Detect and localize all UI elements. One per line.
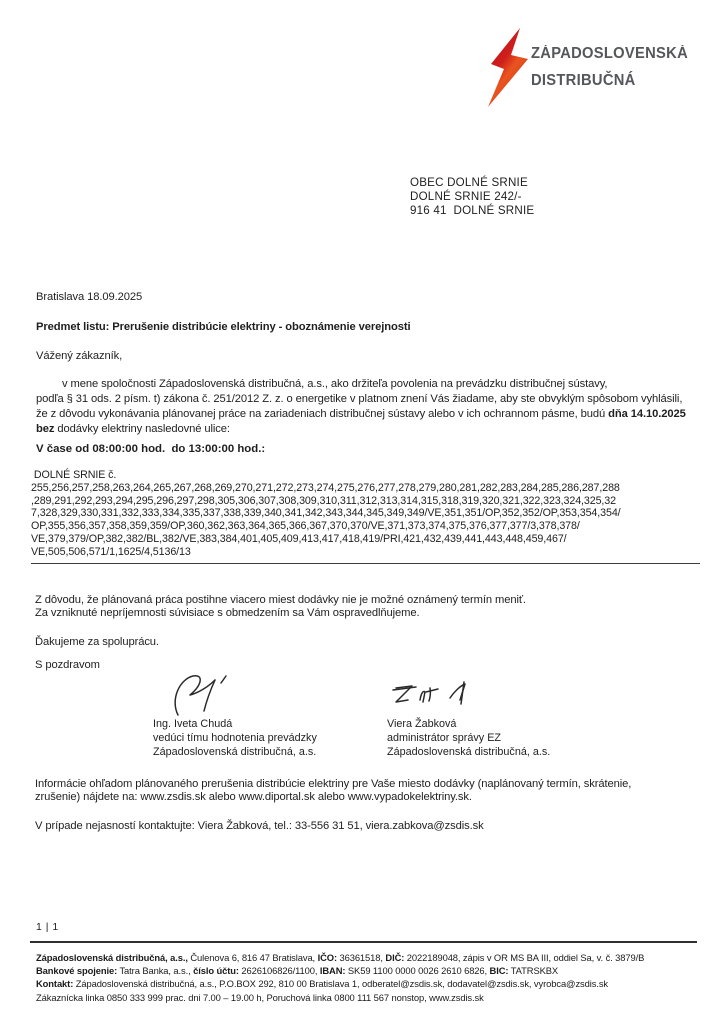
paragraph-line — [36, 392, 700, 407]
footer-text: Čulenova 6, 816 47 Bratislava, — [187, 952, 318, 963]
footer-divider — [30, 941, 697, 943]
paragraph-line: Za vzniknuté nepríjemnosti súvisiace s obmedzením sa Vám ospravedlňujeme. — [35, 607, 420, 620]
paragraph-line: zrušenie) nájdete na: www.zsdis.sk alebo www.diportal.sk alebo www.vypadokelektriny.sk. — [35, 790, 472, 803]
footer-text: SK59 1100 0000 0026 2610 6826, — [345, 965, 490, 977]
info-paragraph — [35, 778, 631, 804]
footer-label-ico: IČO: — [317, 952, 337, 963]
paragraph-line — [36, 377, 700, 392]
outage-time-window: V čase od 08:00:00 hod. do 13:00:00 hod.: — [36, 443, 266, 455]
footer-text: 2626106826/1100, — [238, 965, 320, 977]
footer-label-account: číslo účtu: — [193, 965, 239, 977]
footer-label-dic: DIČ: — [385, 952, 405, 963]
street-list-line: DOLNÉ SRNIE č. — [31, 469, 117, 481]
footer-company-name: Západoslovenská distribučná, a.s., — [36, 952, 188, 963]
footer-label-bic: BIC: — [489, 965, 509, 977]
footer-line-company — [36, 951, 698, 964]
footer-label-iban: IBAN: — [319, 965, 346, 977]
recipient-address — [410, 176, 534, 219]
body-text-bold: bez — [36, 423, 55, 435]
signatory-name: Viera Žabková — [387, 718, 457, 730]
paragraph-line: Informácie ohľadom plánovaného prerušenia distribúcie elektriny pre Vaše miesto dodávky (naplánovaný termín, skrátenie, — [35, 778, 632, 790]
footer-line-bank — [36, 964, 698, 977]
street-list-line: 255,256,257,258,263,264,265,267,268,269,270,271,272,273,274,275,276,277,278,279,280,281,282,283,284,285,286,287,288 — [31, 481, 620, 494]
place-date: Bratislava 18.09.2025 — [36, 291, 143, 303]
recipient-street: DOLNÉ SRNIE 242/- — [410, 190, 522, 204]
recipient-city: 916 41 DOLNÉ SRNIE — [410, 204, 535, 218]
footer-text: 2022189048, zápis v OR MS BA III, oddiel Sa, v. č. 3879/B — [404, 952, 645, 963]
paragraph-line — [36, 407, 700, 422]
recipient-name: OBEC DOLNÉ SRNIE — [410, 176, 528, 189]
signatory-role: administrátor správy EZ — [387, 731, 501, 744]
footer-text: Západoslovenská distribučná, a.s., P.O.BOX 292, 810 00 Bratislava 1, odberatel@zsdis.sk, dodavatel@zsdis.sk, vyrobca@zsdis.sk — [73, 978, 609, 990]
street-list-line: OP,355,356,357,358,359,359/OP,360,362,363,364,365,366,367,370,370/VE,371,373,374,375,376,377,377/3,378,378/ — [31, 520, 580, 533]
signatory-right — [387, 718, 550, 759]
footer-block — [36, 951, 698, 1004]
body-text: v mene spoločnosti Západoslovenská distribučná, a.s., ako držiteľa povolenia na prevádzku distribučnej sústavy, — [62, 378, 608, 390]
lightning-bolt-icon — [487, 28, 531, 108]
affected-streets-list — [31, 469, 700, 564]
paragraph-line: Z dôvodu, že plánovaná práca postihne viacero miest dodávky nie je možné oznámený termín meniť. — [35, 594, 526, 606]
signature-ink-left-icon — [168, 671, 248, 717]
street-list-line: 7,328,329,330,331,332,333,334,335,337,338,339,340,341,342,343,344,345,349,349/VE,351,351/OP,352,352/OP,353,354,354/ — [31, 507, 621, 520]
subject-line: Predmet listu: Prerušenie distribúcie elektriny - oboznámenie verejnosti — [36, 321, 411, 333]
footer-text: Tatra Banka, a.s., — [117, 965, 194, 977]
company-logo — [487, 28, 531, 108]
body-text: že z dôvodu vykonávania plánovanej práce na zariadeniach distribučnej sústavy alebo v ich ochrannom pásme, budú — [36, 408, 609, 420]
outage-date: dňa 14.10.2025 — [608, 408, 686, 420]
footer-text: 36361518, — [336, 952, 386, 963]
signatory-left — [153, 718, 317, 759]
signatory-company: Západoslovenská distribučná, a.s. — [153, 745, 317, 758]
footer-line-contact — [36, 977, 698, 990]
signatory-company: Západoslovenská distribučná, a.s. — [387, 745, 551, 758]
company-wordmark — [531, 40, 688, 94]
footer-label-kontakt: Kontakt: — [36, 978, 74, 990]
salutation: Vážený zákazník, — [36, 350, 123, 362]
signature-right — [390, 680, 475, 712]
footer-label-bank: Bankové spojenie: — [36, 965, 118, 977]
wordmark-line2: DISTRIBUČNÁ — [531, 72, 636, 89]
notice-paragraph — [35, 594, 526, 620]
thanks-line: Ďakujeme za spoluprácu. — [35, 636, 159, 648]
signature-ink-right-icon — [390, 680, 475, 712]
signatory-role: vedúci tímu hodnotenia prevádzky — [153, 731, 317, 744]
street-list-line: VE,505,506,571/1,1625/4,5136/13 — [31, 545, 191, 558]
page-number: 1 | 1 — [36, 921, 59, 933]
street-list-line: VE,379,379/OP,382,382/BL,382/VE,383,384,401,405,409,413,417,418,419/PRI,421,432,439,441,443,448,459,467/ — [31, 532, 567, 545]
footer-text: TATRSKBX — [508, 965, 559, 977]
contact-line: V prípade nejasností kontaktujte: Viera Žabková, tel.: 33-556 31 51, viera.zabkova@zsdis.sk — [35, 820, 484, 832]
closing-line: S pozdravom — [35, 659, 100, 671]
wordmark-line1: ZÁPADOSLOVENSKÁ — [531, 45, 689, 62]
street-list-line: ,289,291,292,293,294,295,296,297,298,305,306,307,308,309,310,311,312,313,314,315,318,319,320,321,322,323,324,325,32 — [31, 494, 616, 507]
signature-left — [168, 671, 248, 717]
intro-paragraph — [36, 377, 700, 437]
body-text: podľa § 31 ods. 2 písm. t) zákona č. 251/2012 Z. z. o energetike v platnom znení Vás žiadame, aby ste obvyklým spôsobom vyhlásili, — [36, 393, 683, 405]
signatory-name: Ing. Iveta Chudá — [153, 718, 233, 730]
footer-line-hotline: Zákaznícka linka 0850 333 999 prac. dni 7.00 – 19.00 h, Poruchová linka 0800 111 567 nonstop, www.zsdis.sk — [36, 991, 484, 1003]
body-text: dodávky elektriny nasledovné ulice: — [54, 423, 230, 435]
paragraph-line — [36, 422, 700, 437]
